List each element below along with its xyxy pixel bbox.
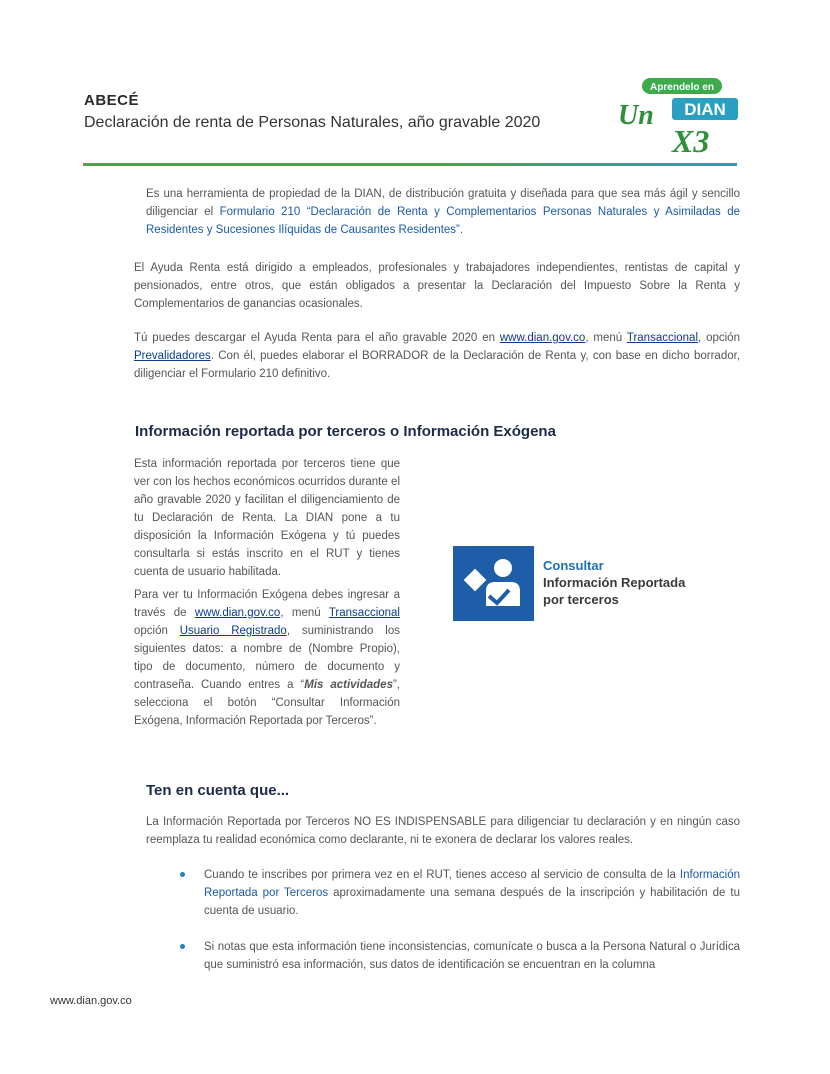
- link-dian-site-2[interactable]: www.dian.gov.co: [194, 607, 281, 619]
- exogena-paragraph-1: Esta información reportada por terceros tiene que ver con los hechos económicos ocurridos durante el año gravable 2020 y facilitan el diligenciamiento de tu Declaración de Renta. La DIAN pone a tu disposición la Información Exógena y tú puedes consultarla si estás inscrito en el RUT y tienes cuenta de usuario habilitada.: [134, 458, 400, 578]
- logo-x3: X3: [672, 123, 710, 156]
- link-transaccional-2[interactable]: Transaccional: [328, 607, 400, 619]
- footer-url: www.dian.gov.co: [50, 995, 132, 1007]
- link-usuario-registrado[interactable]: Usuario Registrado: [179, 625, 287, 637]
- bullet-dot: [180, 872, 185, 877]
- page-title: ABECÉ: [84, 92, 140, 109]
- header-rule: [83, 163, 737, 166]
- intro-paragraph-3: [134, 329, 740, 383]
- exogena-heading: Información reportada por terceros o Información Exógena: [135, 423, 556, 440]
- link-dian-site[interactable]: www.dian.gov.co: [499, 332, 586, 344]
- exogena-p2-text-b: , menú: [280, 607, 329, 619]
- intro-p3-text-c: , opción: [698, 332, 740, 344]
- link-transaccional[interactable]: Transaccional: [626, 332, 699, 344]
- page-subtitle: Declaración de renta de Personas Naturales, año gravable 2020: [84, 114, 541, 131]
- ten-en-cuenta-paragraph: La Información Reportada por Terceros NO ES INDISPENSABLE para diligenciar tu declaración y en ningún caso reemplaza tu realidad económica como declarante, ni te exonera de declarar los valores reales.: [146, 816, 740, 846]
- link-prevalidadores[interactable]: Prevalidadores: [134, 350, 211, 362]
- dian-logo: [612, 76, 742, 156]
- mis-actividades-label: Mis actividades: [304, 679, 393, 691]
- card-line-2: Información Reportada: [543, 575, 686, 590]
- exogena-p2-text-e: ”, selecciona el botón “Consultar Información Exógena, Información Reportada por Terceros”.: [134, 679, 400, 727]
- logo-tagline: Aprendelo en: [650, 82, 714, 93]
- logo-un: Un: [618, 100, 654, 131]
- intro-paragraph-1: [146, 185, 740, 239]
- bullet-item-1: [204, 866, 740, 920]
- form-210-reference: Formulario 210 “Declaración de Renta y Complementarios Personas Naturales y Asimiladas de Residentes y Sucesiones Ilíquidas de Causantes Residentes”: [146, 206, 740, 236]
- intro-p1-text: Es una herramienta de propiedad de la DIAN, de distribución gratuita y diseñada para que sea más ágil y sencillo diligenciar el: [146, 188, 740, 218]
- ten-en-cuenta-heading: Ten en cuenta que...: [146, 782, 290, 799]
- logo-dian: DIAN: [684, 100, 726, 119]
- card-line-3: por terceros: [543, 592, 619, 607]
- exogena-p2-text-c: opción: [134, 625, 180, 637]
- exogena-p2-text-d: , suministrando los siguientes datos: a nombre de (Nombre Propio), tipo de documento, número de documento y contraseña. Cuando entres a “: [134, 625, 400, 691]
- intro-p3-text-b: , menú: [585, 332, 627, 344]
- consultar-label: Consultar: [543, 558, 604, 573]
- bullet-dot: [180, 944, 185, 949]
- intro-p3-text-d: . Con él, puedes elaborar el BORRADOR de la Declaración de Renta y, con base en dicho borrador, diligenciar el Formulario 210 definitivo.: [134, 350, 740, 380]
- consultar-exogena-button[interactable]: [453, 546, 534, 621]
- intro-paragraph-2: El Ayuda Renta está dirigido a empleados, profesionales y trabajadores independientes, rentistas de capital y pensionados, entre otros, que están obligados a presentar la Declaración del Impuesto Sobre la Renta y Complementarios de ganancias ocasionales.: [134, 262, 740, 310]
- exogena-p2-text: Para ver tu Información Exógena debes ingresar a través de: [134, 589, 400, 619]
- intro-p1-end: .: [459, 224, 464, 236]
- bullet-1-highlight: Información Reportada por Terceros: [204, 869, 740, 899]
- exogena-paragraph-2: [134, 586, 400, 730]
- bullet-1-text: Cuando te inscribes por primera vez en el RUT, tienes acceso al servicio de consulta de la: [204, 869, 680, 881]
- bullet-1-text-b: aproximadamente una semana después de la inscripción y habilitación de tu cuenta de usuario.: [204, 887, 740, 917]
- bullet-item-2: Si notas que esta información tiene inconsistencias, comunícate o busca a la Persona Natural o Jurídica que suministró esa información, sus datos de identificación se encuentran en la columna: [204, 941, 740, 971]
- person-document-icon: [453, 546, 534, 621]
- intro-p3-text: Tú puedes descargar el Ayuda Renta para el año gravable 2020 en: [134, 332, 500, 344]
